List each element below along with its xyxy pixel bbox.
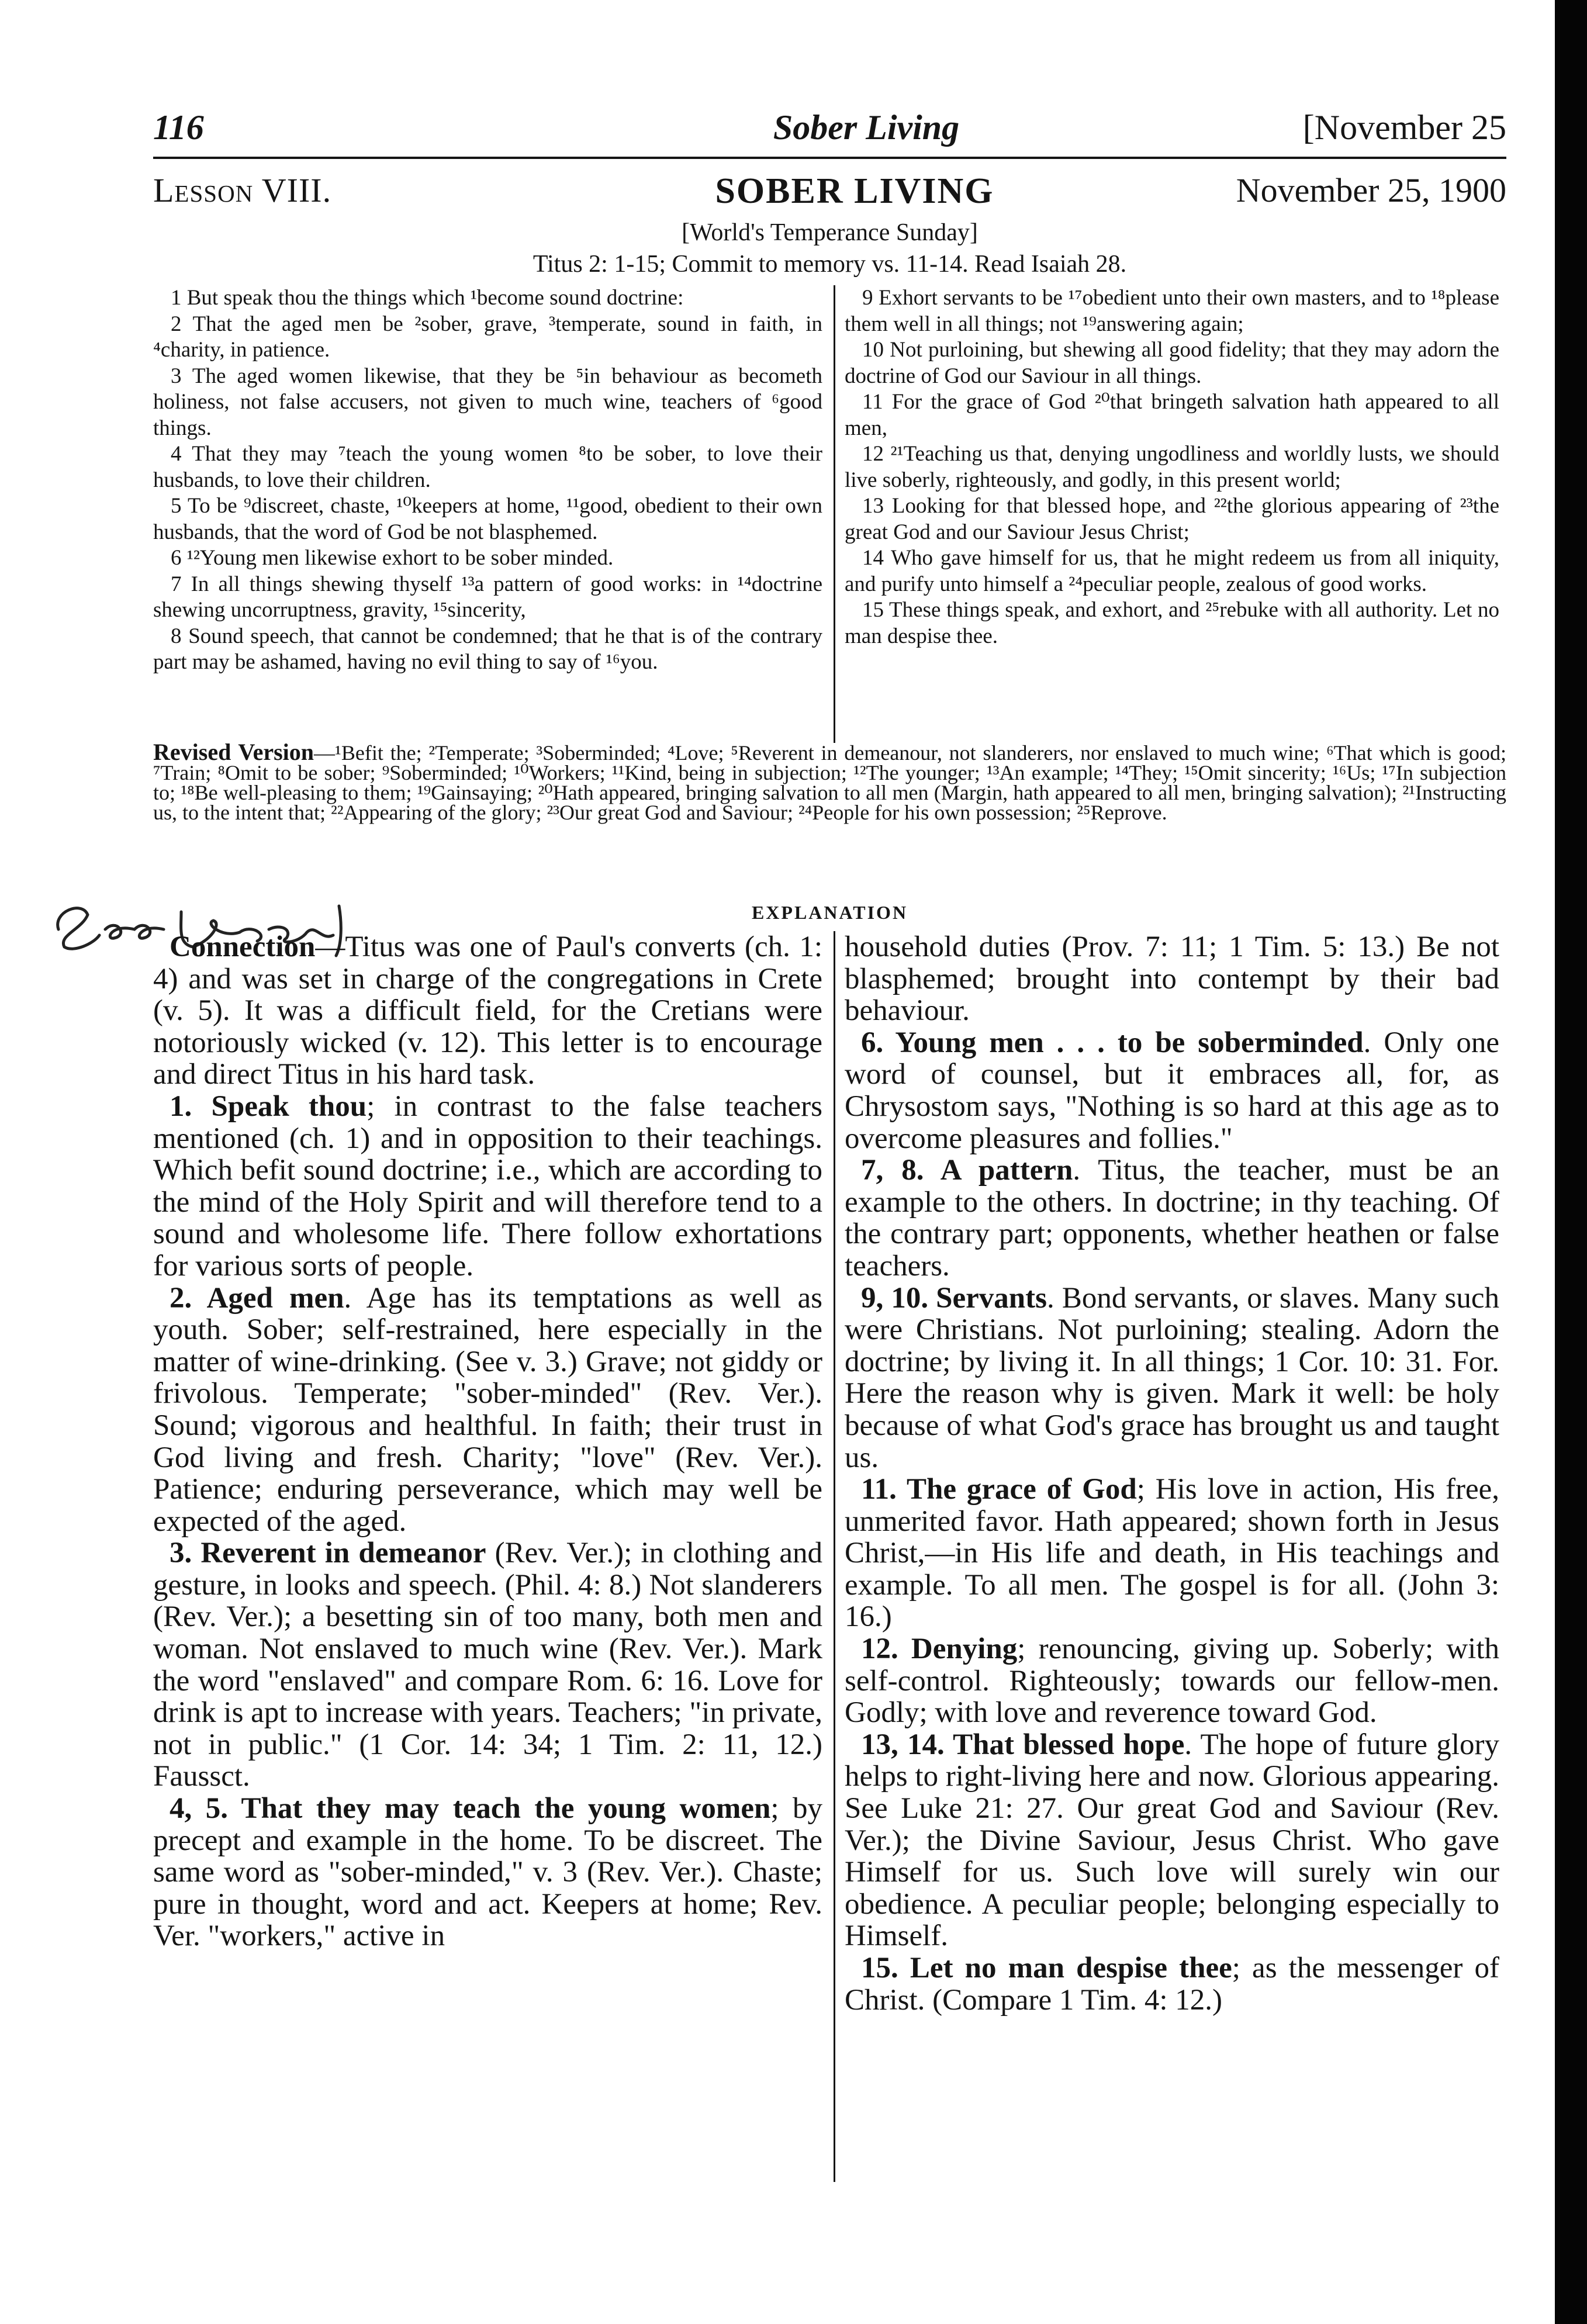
revised-version-notes: [153, 739, 1506, 824]
explanation-paragraph: 9, 10. Servants. Bond servants, or slaves. Many such were Christians. Not purloining; stealing. Adorn the doctrine; by living it. In all things; 1 Cor. 10: 31. For. Here the reason why is given. Mark it well: be holy because of what God's grace has brought us and taught us.: [845, 1281, 1499, 1474]
verse: 2 That the aged men be ²sober, grave, ³temperate, sound in faith, in ⁴charity, in patience.: [153, 312, 822, 362]
verse: 5 To be ⁹discreet, chaste, ¹⁰keepers at home, ¹¹good, obedient to their own husbands, that the word of God be not blasphemed.: [153, 494, 822, 544]
explanation-paragraph: 7, 8. A pattern. Titus, the teacher, must be an example to the others. In doctrine; in thy teaching. Of the contrary part; opponents, whether heathen or false teachers.: [845, 1154, 1500, 1282]
verse: 6 ¹²Young men likewise exhort to be sober minded.: [171, 546, 614, 570]
explanation-paragraph: 2. Aged men. Age has its temptations as well as youth. Sober; self-restrained, here especially in the matter of wine-drinking. (See v. 3.) Grave; not giddy or frivolous. Temperate; "sober-minded" (Rev. Ver.). Sound; vigorous and healthful. In faith; their trust in God living and fresh. Charity; "love" (Rev. Ver.). Patience; enduring perseverance, which may well be expected of the aged.: [153, 1281, 823, 1538]
verse-column-divider: [834, 285, 835, 743]
verse: 14 Who gave himself for us, that he might redeem us from all iniquity, and purify unto himself a ²⁴peculiar people, zealous of good works.: [845, 546, 1499, 596]
scan-edge: [1555, 0, 1587, 2324]
verse: 8 Sound speech, that cannot be condemned; that he that is of the contrary part may be ashamed, having no evil thing to say of ¹⁶you.: [153, 624, 822, 674]
explanation-paragraph: 12. Denying; renouncing, giving up. Soberly; with self-control. Righteously; towards our fellow-men. Godly; with love and reverence toward God.: [845, 1633, 1499, 1730]
header-rule: [153, 157, 1506, 159]
verse: 11 For the grace of God ²⁰that bringeth salvation hath appeared to all men,: [845, 390, 1499, 440]
explanation-paragraph: 13, 14. That blessed hope. The hope of future glory helps to right-living here and now. Glorious appearing. See Luke 21: 27. Our great God and Saviour (Rev. Ver.); the Divine Saviour, Jesus Christ. Who gave Himself for us. Such love will surely win our obedience. A peculiar people; belonging especially to Himself.: [845, 1728, 1499, 1953]
explanation-right-column: [845, 931, 1499, 2016]
explanation-column-divider: [834, 931, 835, 2182]
explanation-paragraph: 3. Reverent in demeanor (Rev. Ver.); in clothing and gesture, in looks and speech. (Phil. 4: 8.) Not slanderers (Rev. Ver.); a besetting sin of too many, both men and woman. Not enslaved to much wine (Rev. Ver.). Mark the word "enslaved" and compare Rom. 6: 16. Love for drink is apt to increase with years. Teachers; "in private, not in public." (1 Cor. 14: 34; 1 Tim. 2: 11, 12.) Faussct.: [153, 1537, 823, 1793]
header-date: [November 25: [1302, 108, 1506, 147]
verses-left-column: [153, 285, 822, 676]
explanation-left-column: [153, 931, 822, 1952]
verse: 10 Not purloining, but shewing all good fidelity; that they may adorn the doctrine of God our Saviour in all things.: [845, 338, 1499, 388]
explanation-heading: EXPLANATION: [751, 902, 908, 923]
revised-version-heading: Revised Version: [153, 739, 314, 765]
lesson-number: Lesson VIII.: [153, 171, 332, 209]
explanation-paragraph: 6. Young men . . . to be soberminded. Only one word of counsel, but it embraces all, for, as Chrysostom says, "Nothing is so hard at this age as to overcome pleasures and follies.": [845, 1026, 1499, 1155]
verse: 15 These things speak, and exhort, and ²⁵rebuke with all authority. Let no man despise thee.: [845, 598, 1499, 648]
verse: 4 That they may ⁷teach the young women ⁸to be sober, to love their husbands, to love their children.: [153, 442, 822, 492]
explanation-paragraph: 11. The grace of God; His love in action, His free, unmerited favor. Hath appeared; shown forth in Jesus Christ,—in His life and death, in His teachings and example. To all men. The gospel is for all. (John 3: 16.): [845, 1473, 1499, 1634]
revised-version-text: —¹Befit the; ²Temperate; ³Soberminded; ⁴Love; ⁵Reverent in demeanour, not slanderers, nor enslaved to much wine; ⁶That which is good; ⁷Train; ⁸Omit to be sober; ⁹Soberminded; ¹⁰Workers; ¹¹Kind, being in subjection; ¹²The younger; ¹³An example; ¹⁴They; ¹⁵Omit sincerity; ¹⁶Us; ¹⁷In subjection to; ¹⁸Be well-pleasing to them; ¹⁹Gainsaying; ²⁰Hath appeared, bringing salvation to all men (Margin, hath appeared to all men, bringing salvation); ²¹Instructing us, to the intent that; ²²Appearing of the glory; ²³Our great God and Saviour; ²⁴People for his own possession; ²⁵Reprove.: [153, 741, 1506, 824]
page-number: 116: [153, 108, 204, 147]
explanation-paragraph: 4, 5. That they may teach the young women; by precept and example in the home. To be discreet. The same word as "sober-minded," v. 3 (Rev. Ver.). Chaste; pure in thought, word and act. Keepers at home; Rev. Ver. "workers," active in: [153, 1792, 823, 1953]
lesson-title: SOBER LIVING: [715, 171, 994, 211]
running-title: Sober Living: [773, 108, 960, 147]
explanation-paragraph: 1. Speak thou; in contrast to the false teachers mentioned (ch. 1) and in opposition to their teachings. Which befit sound doctrine; i.e., which are according to the mind of the Holy Spirit and will therefore tend to a sound and wholesome life. There follow exhortations for various sorts of people.: [153, 1090, 822, 1282]
explanation-paragraph: 15. Let no man despise thee; as the messenger of Christ. (Compare 1 Tim. 4: 12.): [845, 1952, 1499, 2017]
verse: 3 The aged women likewise, that they be ⁵in behaviour as becometh holiness, not false accusers, not given to much wine, teachers of ⁶good things.: [153, 364, 822, 440]
explanation-paragraph: Connection—Titus was one of Paul's converts (ch. 1: 4) and was set in charge of the congregations in Crete (v. 5). It was a difficult field, for the Cretians were notoriously wicked (v. 12). This letter is to encourage and direct Titus in his hard task.: [153, 931, 822, 1091]
lesson-date: November 25, 1900: [1236, 171, 1506, 209]
explanation-paragraph: household duties (Prov. 7: 11; 1 Tim. 5: 13.) Be not blasphemed; brought into contempt by their bad behaviour.: [845, 931, 1499, 1028]
verse: 13 Looking for that blessed hope, and ²²the glorious appearing of ²³the great God and our Saviour Jesus Christ;: [845, 494, 1499, 544]
verse: 1 But speak thou the things which ¹become sound doctrine:: [171, 286, 684, 310]
verse: 12 ²¹Teaching us that, denying ungodliness and worldly lusts, we should live soberly, righteously, and godly, in this present world;: [845, 442, 1499, 492]
running-header: [153, 103, 1506, 155]
verse: 7 In all things shewing thyself ¹³a pattern of good works: in ¹⁴doctrine shewing uncorruptness, gravity, ¹⁵sincerity,: [153, 572, 822, 622]
lesson-reference: Titus 2: 1-15; Commit to memory vs. 11-14. Read Isaiah 28.: [533, 251, 1127, 278]
lesson-title-row: [153, 171, 1506, 217]
lesson-occasion: [World's Temperance Sunday]: [682, 219, 978, 246]
verse: 9 Exhort servants to be ¹⁷obedient unto their own masters, and to ¹⁸please them well in all things; not ¹⁹answering again;: [845, 286, 1499, 336]
verses-right-column: [845, 285, 1499, 649]
